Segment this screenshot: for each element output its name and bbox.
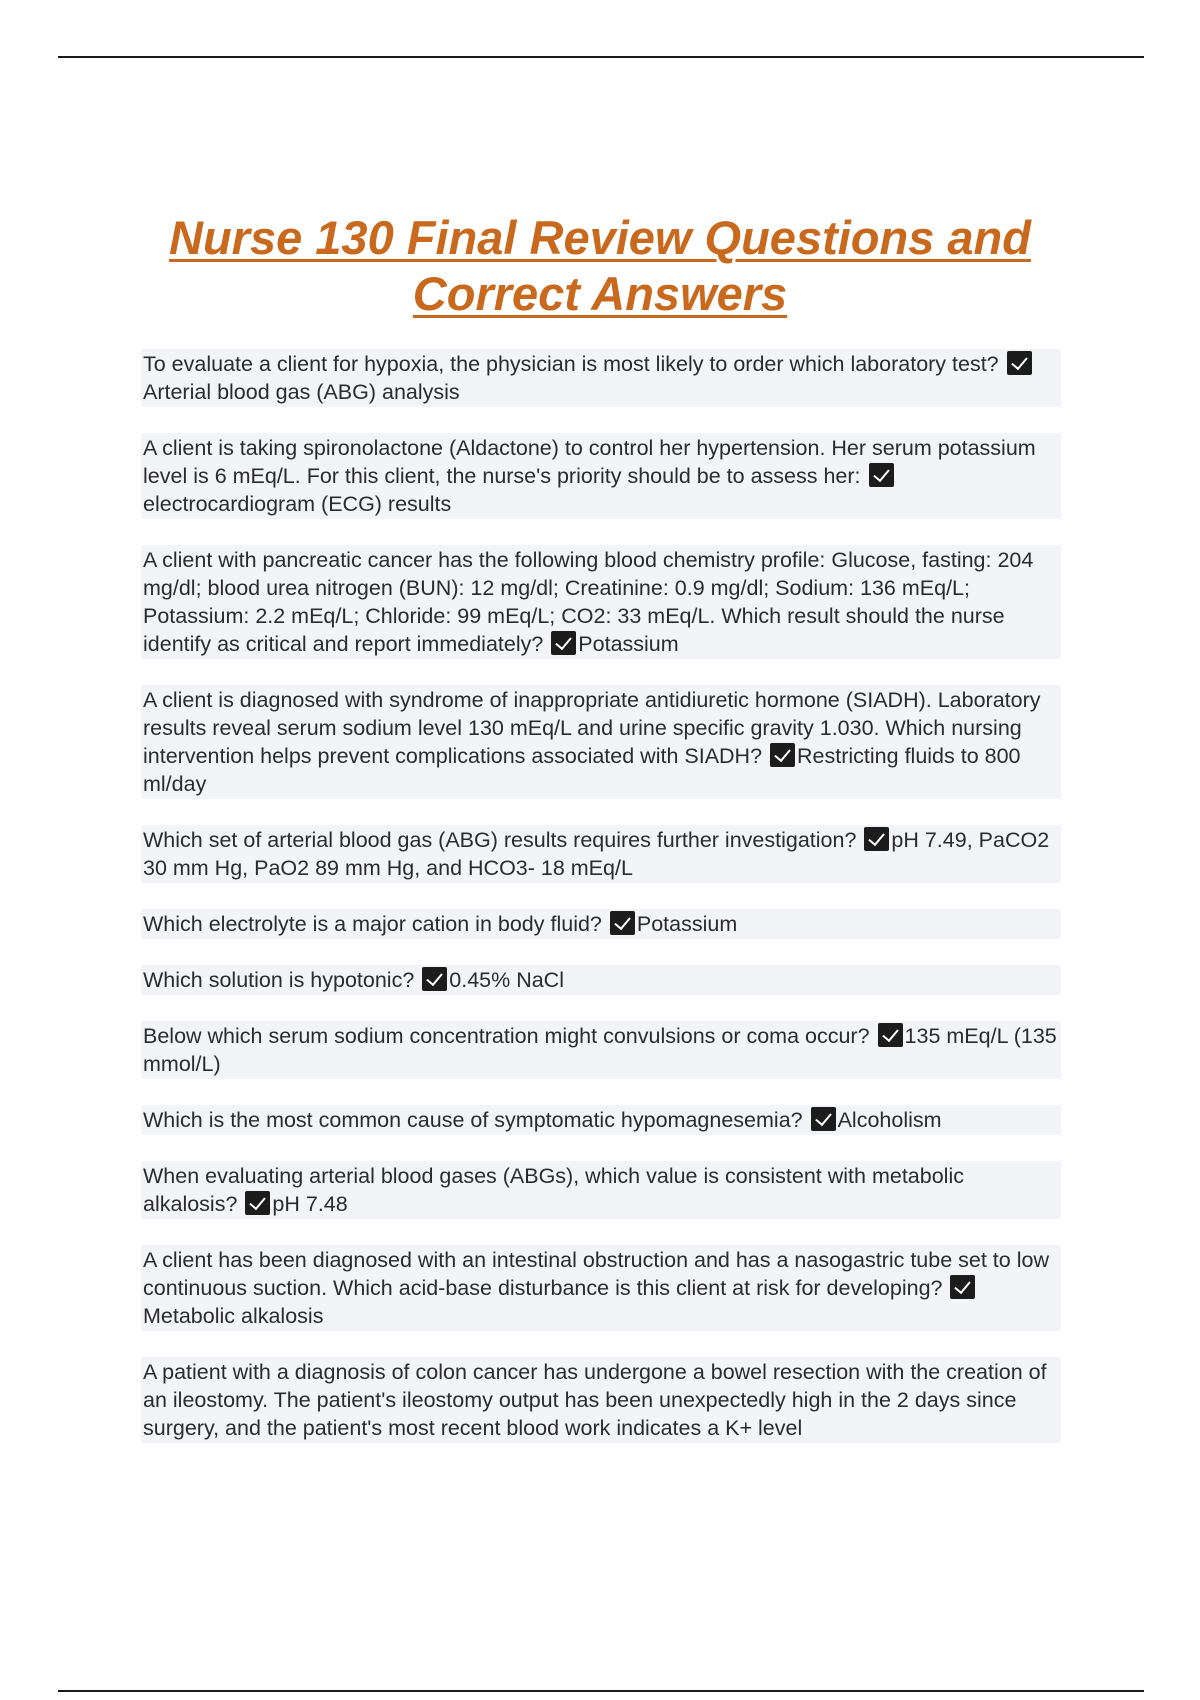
question-text: Which is the most common cause of symptomatic hypomagnesemia? [143, 1108, 803, 1132]
check-box-icon [610, 911, 635, 935]
qa-item [141, 825, 1061, 883]
check-box-icon [864, 827, 889, 851]
check-box-icon [878, 1023, 903, 1047]
page-title [0, 210, 1200, 322]
check-box-icon [422, 967, 447, 991]
answer-text: pH 7.49, PaCO2 30 mm Hg, PaO2 89 mm Hg, and HCO3- 18 mEq/L [143, 828, 1050, 880]
qa-item [141, 1245, 1061, 1331]
footer-rule [58, 1690, 1144, 1692]
check-box-icon [770, 743, 795, 767]
qa-item [141, 1105, 1061, 1135]
check-box-icon [869, 463, 894, 487]
check-box-icon [1007, 351, 1032, 375]
qa-item [141, 1021, 1061, 1079]
answer-text: Potassium [636, 912, 738, 936]
qa-item [141, 349, 1061, 407]
question-text: To evaluate a client for hypoxia, the physician is most likely to order which laboratory test? [143, 352, 999, 376]
question-text: Which electrolyte is a major cation in body fluid? [143, 912, 602, 936]
qa-item [141, 545, 1061, 659]
question-text: Below which serum sodium concentration might convulsions or coma occur? [143, 1024, 870, 1048]
title-line-2: Correct Answers [412, 267, 788, 320]
answer-text: Arterial blood gas (ABG) analysis [143, 380, 460, 404]
answer-text: 135 mEq/L (135 mmol/L) [143, 1024, 1057, 1076]
answer-text: Potassium [578, 632, 679, 656]
qa-item [141, 1161, 1061, 1219]
qa-item [141, 1357, 1061, 1443]
qa-item [141, 685, 1061, 799]
question-text: A patient with a diagnosis of colon cancer has undergone a bowel resection with the creation of an ileostomy. The patient's ileostomy output has been unexpectedly high in the 2 days since surgery, and the patient's most recent blood work indicates a K+ level [143, 1360, 1047, 1440]
question-text: When evaluating arterial blood gases (ABGs), which value is consistent with metabolic alkalosis? [143, 1164, 964, 1216]
answer-text: Metabolic alkalosis [143, 1304, 324, 1328]
answer-text: 0.45% NaCl [449, 968, 564, 992]
qa-list [141, 349, 1061, 1469]
question-text: A client is diagnosed with syndrome of inappropriate antidiuretic hormone (SIADH). Laboratory results reveal serum sodium level 130 mEq/L and urine specific gravity 1.030. Which nursing intervention helps prevent complications associated with SIADH? [143, 688, 1041, 768]
qa-item [141, 909, 1061, 939]
question-text: A client is taking spironolactone (Aldactone) to control her hypertension. Her serum potassium level is 6 mEq/L. For this client, the nurse's priority should be to assess her: [143, 436, 1036, 488]
check-box-icon [950, 1275, 975, 1299]
question-text: A client has been diagnosed with an intestinal obstruction and has a nasogastric tube set to low continuous suction. Which acid-base disturbance is this client at risk for developing? [143, 1248, 1049, 1300]
answer-text: electrocardiogram (ECG) results [143, 492, 452, 516]
check-box-icon [811, 1107, 836, 1131]
question-text: A client with pancreatic cancer has the following blood chemistry profile: Glucose, fasting: 204 mg/dl; blood urea nitrogen (BUN): 12 mg/dl; Creatinine: 0.9 mg/dl; Sodium: 136 mEq/L; Potassium: 2.2 mEq/L; Chloride: 99 mEq/L; CO2: 33 mEq/L. Which result should the nurse identify as critical and report immediately? [143, 548, 1034, 656]
qa-item [141, 965, 1061, 995]
question-text: Which set of arterial blood gas (ABG) results requires further investigation? [143, 828, 857, 852]
title-line-1: Nurse 130 Final Review Questions and [169, 211, 1031, 264]
header-rule [58, 56, 1144, 58]
answer-text: pH 7.48 [272, 1192, 348, 1216]
qa-item [141, 433, 1061, 519]
answer-text: Alcoholism [837, 1108, 942, 1132]
question-text: Which solution is hypotonic? [143, 968, 415, 992]
check-box-icon [245, 1191, 270, 1215]
answer-text: Restricting fluids to 800 ml/day [143, 744, 1021, 796]
check-box-icon [551, 631, 576, 655]
